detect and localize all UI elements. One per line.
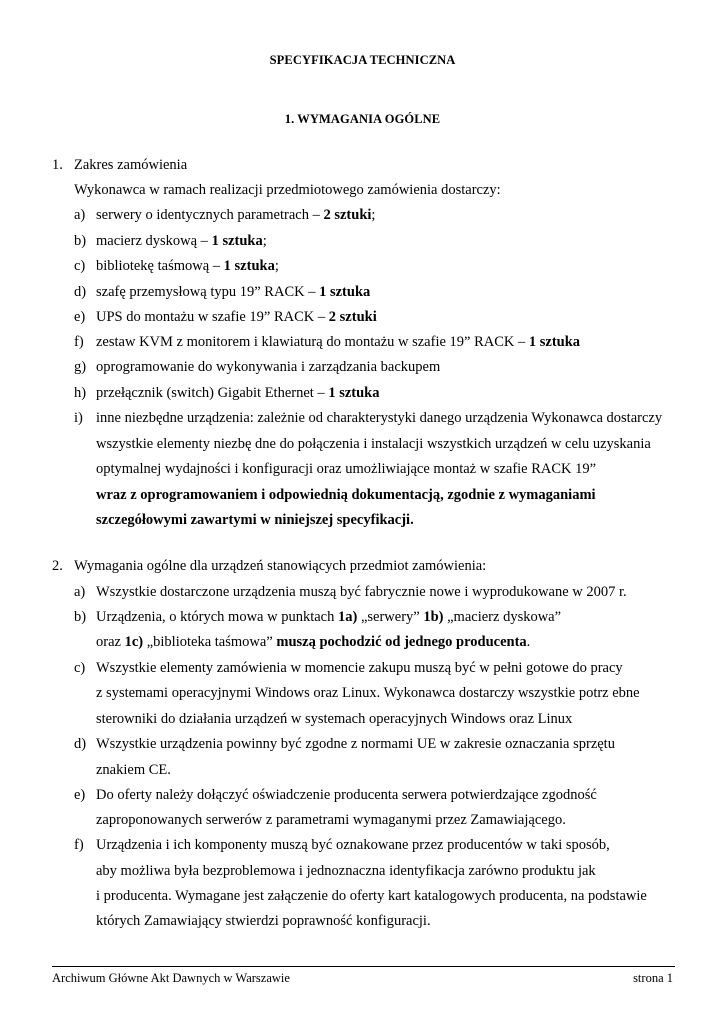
list-item-line: zaproponowanych serwerów z parametrami wymaganymi przez Zamawiającego. (96, 812, 566, 828)
list-letter: d) (74, 284, 87, 300)
footer-institution: Archiwum Główne Akt Dawnych w Warszawie (52, 971, 290, 985)
page-number: strona 1 (633, 971, 673, 985)
list-item: oprogramowanie do wykonywania i zarządzania backupem (96, 359, 441, 375)
section-title: Zakres zamówienia (74, 157, 188, 173)
list-letter: h) (74, 385, 87, 401)
list-item-line: których Zamawiający stwierdzi poprawność konfiguracji. (96, 913, 431, 929)
list-letter: f) (74, 334, 84, 350)
list-letter: c) (74, 660, 86, 676)
list-item-line: inne niezbędne urządzenia: zależnie od charakterystyki danego urządzenia Wykonawca dostarczy (96, 410, 663, 426)
list-item-line: z systemami operacyjnymi Windows oraz Linux. Wykonawca dostarczy wszystkie potrz ebne (96, 685, 640, 701)
list-letter: c) (74, 258, 86, 274)
list-item-line: Wszystkie elementy zamówienia w momencie zakupu muszą być w pełni gotowe do pracy (96, 660, 623, 676)
list-letter: b) (74, 609, 87, 625)
list-item-line: Do oferty należy dołączyć oświadczenie producenta serwera potwierdzające zgodność (96, 787, 597, 803)
list-item: bibliotekę taśmową – 1 sztuka; (96, 258, 279, 274)
list-letter: e) (74, 787, 86, 803)
paragraph-intro: Wykonawca w ramach realizacji przedmiotowego zamówienia dostarczy: (74, 182, 501, 198)
list-item-line: optymalnej wydajności i konfiguracji oraz umożliwiające montaż w szafie RACK 19” (96, 461, 597, 477)
list-item: UPS do montażu w szafie 19” RACK – 2 sztuki (96, 309, 377, 325)
list-item-line: Urządzenia i ich komponenty muszą być oznakowane przez producentów w taki sposób, (96, 837, 610, 853)
list-item-line: oraz 1c) „biblioteka taśmowa” muszą pochodzić od jednego producenta. (96, 634, 531, 650)
list-item-line: Urządzenia, o których mowa w punktach 1a) „serwery” 1b) „macierz dyskowa” (96, 609, 562, 625)
list-item-line: i producenta. Wymagane jest załączenie do oferty kart katalogowych producenta, na podstawie (96, 888, 647, 904)
section-number: 1. (52, 157, 63, 173)
footer-divider (52, 966, 675, 967)
list-letter: e) (74, 309, 86, 325)
list-letter: b) (74, 233, 87, 249)
list-item: przełącznik (switch) Gigabit Ethernet – 1 sztuka (96, 385, 380, 401)
list-item: zestaw KVM z monitorem i klawiaturą do montażu w szafie 19” RACK – 1 sztuka (96, 334, 581, 350)
section-title: Wymagania ogólne dla urządzeń stanowiących przedmiot zamówienia: (74, 558, 487, 574)
list-item-line: Wszystkie urządzenia powinny być zgodne z normami UE w zakresie oznaczania sprzętu (96, 736, 615, 752)
list-item: Wszystkie dostarczone urządzenia muszą być fabrycznie nowe i wyprodukowane w 2007 r. (96, 584, 627, 600)
list-letter: g) (74, 359, 87, 375)
list-item-line-bold: wraz z oprogramowaniem i odpowiednią dokumentacją, zgodnie z wymaganiami (96, 487, 596, 503)
list-item-line: znakiem CE. (96, 762, 171, 778)
list-letter: i) (74, 410, 83, 426)
list-letter: a) (74, 207, 86, 223)
list-item: macierz dyskową – 1 sztuka; (96, 233, 267, 249)
list-letter: f) (74, 837, 84, 853)
list-item-line: sterowniki do działania urządzeń w systemach operacyjnych Windows oraz Linux (96, 711, 573, 727)
document-title: SPECYFIKACJA TECHNICZNA (269, 53, 456, 67)
list-item-line: wszystkie elementy niezbę dne do połączenia i instalacji wszystkich urządzeń w celu uzyskania (96, 436, 651, 452)
list-item: szafę przemysłową typu 19” RACK – 1 sztuka (96, 284, 371, 300)
list-letter: d) (74, 736, 87, 752)
list-item-line: aby możliwa była bezproblemowa i jednoznaczna identyfikacja zarówno produktu jak (96, 863, 596, 879)
list-letter: a) (74, 584, 86, 600)
list-item: serwery o identycznych parametrach – 2 sztuki; (96, 207, 376, 223)
section-number: 2. (52, 558, 63, 574)
section-heading: 1. WYMAGANIA OGÓLNE (284, 112, 441, 126)
list-item-line-bold: szczegółowymi zawartymi w niniejszej specyfikacji. (96, 512, 414, 528)
